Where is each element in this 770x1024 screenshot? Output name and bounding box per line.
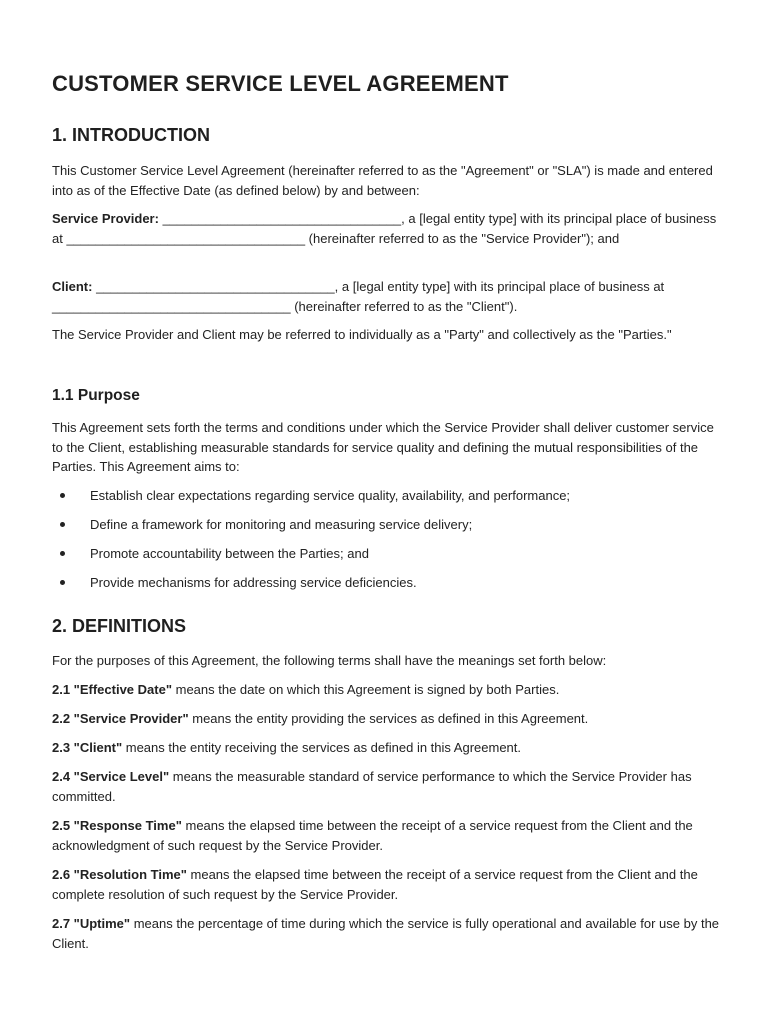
definition-item bbox=[52, 767, 720, 806]
definition-text: means the entity receiving the services as defined in this Agreement. bbox=[122, 740, 522, 755]
definition-item bbox=[52, 914, 720, 953]
purpose-heading: 1.1 Purpose bbox=[52, 387, 140, 404]
intro-paragraph: This Customer Service Level Agreement (hereinafter referred to as the "Agreement" or "SLA") is made and entered into as of the Effective Date (as defined below) by and between: bbox=[52, 163, 713, 198]
definition-text: means the entity providing the services as defined in this Agreement. bbox=[188, 711, 589, 726]
bullet-icon bbox=[60, 551, 65, 556]
client-text: _________________________________, a [legal entity type] with its principal place of business at _________________________________ (hereinafter referred to as the "Client"). bbox=[52, 279, 665, 314]
definition-text: means the measurable standard of service performance to which the Service Provider has committed. bbox=[52, 769, 692, 804]
service-provider-text: _________________________________, a [legal entity type] with its principal place of business at _________________________________ (hereinafter referred to as the "Service Provider"); and bbox=[52, 211, 717, 246]
section-heading-introduction: 1. INTRODUCTION bbox=[52, 125, 211, 145]
bullet-icon bbox=[60, 522, 65, 527]
bullet-icon bbox=[60, 580, 65, 585]
list-item-text: Establish clear expectations regarding service quality, availability, and performance; bbox=[90, 488, 571, 503]
definition-term: 2.6 "Resolution Time" bbox=[52, 867, 187, 882]
purpose-paragraph: This Agreement sets forth the terms and conditions under which the Service Provider shall deliver customer service to the Client, establishing measurable standards for service quality and defining the mutual responsibilities of the Parties. This Agreement aims to: bbox=[52, 420, 714, 474]
list-item-text: Define a framework for monitoring and measuring service delivery; bbox=[90, 517, 473, 532]
definition-term: 2.1 "Effective Date" bbox=[52, 682, 172, 697]
definition-term: 2.7 "Uptime" bbox=[52, 916, 131, 931]
definition-item bbox=[52, 709, 720, 729]
definition-item bbox=[52, 738, 720, 758]
definition-text: means the elapsed time between the receipt of a service request from the Client and the acknowledgment of such request by the Service Provider. bbox=[52, 818, 693, 853]
list-item-text: Provide mechanisms for addressing service deficiencies. bbox=[90, 575, 417, 590]
definition-text: means the date on which this Agreement is signed by both Parties. bbox=[172, 682, 560, 697]
definition-term: 2.3 "Client" bbox=[52, 740, 123, 755]
client-paragraph bbox=[52, 277, 720, 316]
parties-paragraph: The Service Provider and Client may be referred to individually as a "Party" and collectively as the "Parties." bbox=[52, 327, 672, 342]
bullet-icon bbox=[60, 493, 65, 498]
document-title: CUSTOMER SERVICE LEVEL AGREEMENT bbox=[52, 71, 509, 96]
client-label: Client: bbox=[52, 279, 93, 294]
definition-term: 2.4 "Service Level" bbox=[52, 769, 170, 784]
definitions-intro: For the purposes of this Agreement, the following terms shall have the meanings set forth below: bbox=[52, 653, 607, 668]
definition-term: 2.5 "Response Time" bbox=[52, 818, 182, 833]
service-provider-paragraph bbox=[52, 209, 720, 248]
definition-item bbox=[52, 680, 720, 700]
list-item-text: Promote accountability between the Parties; and bbox=[90, 546, 369, 561]
definition-item bbox=[52, 816, 720, 855]
service-provider-label: Service Provider: bbox=[52, 211, 159, 226]
section-heading-definitions: 2. DEFINITIONS bbox=[52, 616, 187, 636]
definition-text: means the elapsed time between the receipt of a service request from the Client and the complete resolution of such request by the Service Provider. bbox=[52, 867, 698, 902]
definition-term: 2.2 "Service Provider" bbox=[52, 711, 189, 726]
definition-item bbox=[52, 865, 720, 904]
definition-text: means the percentage of time during which the service is fully operational and available for use by the Client. bbox=[52, 916, 720, 951]
